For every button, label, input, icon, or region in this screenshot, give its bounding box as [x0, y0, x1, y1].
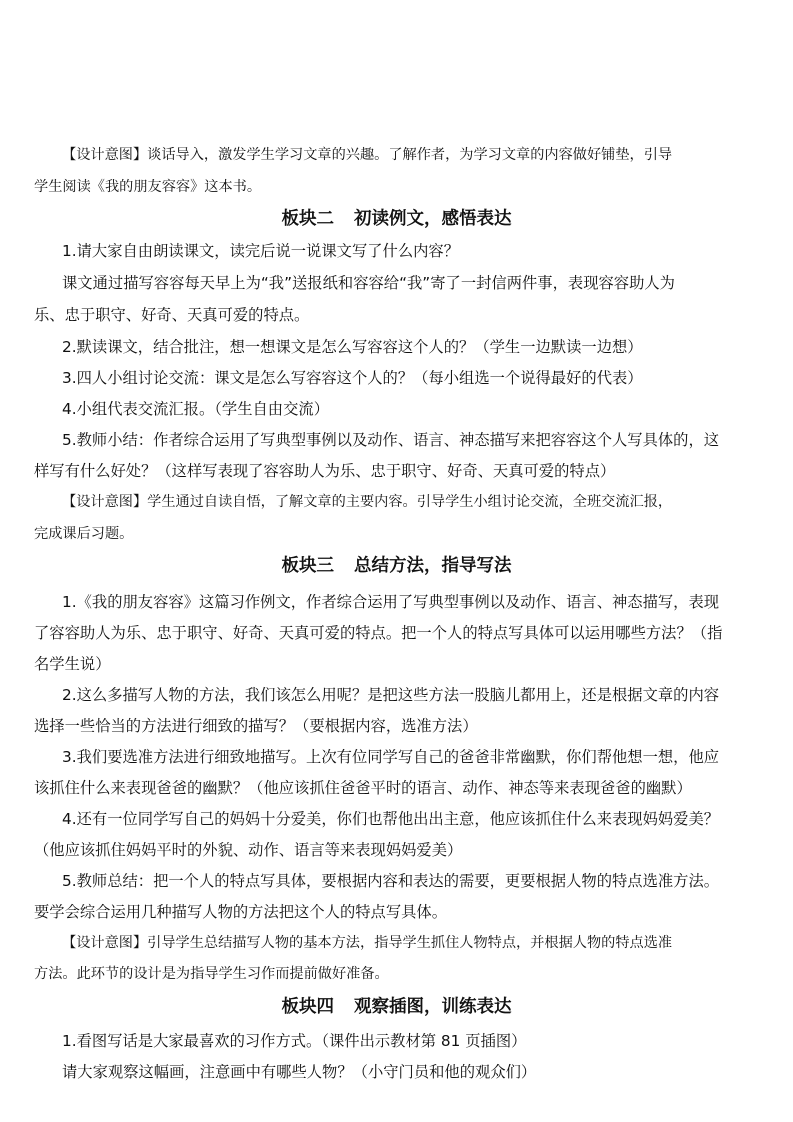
body-line: 了容容助人为乐、忠于职守、好奇、天真可爱的特点。把一个人的特点写具体可以运用哪些方法？（指 — [34, 624, 723, 642]
design-note-line: 【设计意图】学生通过自读自悟，了解文章的主要内容。引导学生小组讨论交流，全班交流汇报， — [62, 494, 673, 510]
design-note-line: 完成课后习题。 — [34, 526, 134, 542]
body-line: 课文通过描写容容每天早上为“我”送报纸和容容给“我”寄了一封信两件事，表现容容助人为 — [62, 274, 675, 292]
body-line: 要学会综合运用几种描写人物的方法把这个人的特点写具体。 — [34, 903, 448, 921]
section-label: 板块四 — [281, 997, 334, 1017]
design-note-line: 【设计意图】谈话导入，激发学生学习文章的兴趣。了解作者，为学习文章的内容做好铺垫，引导 — [62, 147, 673, 163]
section-label: 板块二 — [281, 209, 334, 229]
body-line: 5.教师总结：把一个人的特点写具体，要根据内容和表达的需要，更要根据人物的特点选准方法。 — [62, 872, 720, 890]
section-label: 板块三 — [281, 556, 334, 576]
body-line: 请大家观察这幅画，注意画中有哪些人物？（小守门员和他的观众们） — [62, 1063, 537, 1081]
body-line: 3.我们要选准方法进行细致地描写。上次有位同学写自己的爸爸非常幽默，你们帮他想一想，他应 — [62, 748, 720, 766]
body-line: 2.默读课文，结合批注，想一想课文是怎么写容容这个人的？（学生一边默读一边想） — [62, 338, 643, 356]
body-line: 选择一些恰当的方法进行细致的描写？（要根据内容，选准方法） — [34, 717, 478, 735]
section-heading — [0, 996, 793, 1018]
body-line: 4.还有一位同学写自己的妈妈十分爱美，你们也帮他出出主意，他应该抓住什么来表现妈妈爱美？ — [62, 810, 720, 828]
body-line: 样写有什么好处？（这样写表现了容容助人为乐、忠于职守、好奇、天真可爱的特点） — [34, 462, 616, 480]
body-line: 乐、忠于职守、好奇、天真可爱的特点。 — [34, 306, 310, 324]
design-note-line: 方法。此环节的设计是为指导学生习作而提前做好准备。 — [34, 966, 389, 982]
body-line: 1.请大家自由朗读课文，读完后说一说课文写了什么内容？ — [62, 242, 460, 260]
body-line: 1.看图写话是大家最喜欢的习作方式。（课件出示教材第 81 页插图） — [62, 1032, 527, 1050]
body-line: 名学生说） — [34, 655, 111, 673]
section-title: 观察插图，训练表达 — [354, 997, 512, 1017]
section-title: 初读例文，感悟表达 — [354, 209, 512, 229]
body-line: 1.《我的朋友容容》这篇习作例文，作者综合运用了写典型事例以及动作、语言、神态描写，表现 — [62, 593, 720, 611]
body-line: 5.教师小结：作者综合运用了写典型事例以及动作、语言、神态描写来把容容这个人写具体的，这 — [62, 431, 720, 449]
body-line: 4.小组代表交流汇报。（学生自由交流） — [62, 400, 329, 418]
section-heading — [0, 208, 793, 230]
design-note-line: 学生阅读《我的朋友容容》这本书。 — [34, 179, 262, 195]
section-heading — [0, 555, 793, 577]
section-title: 总结方法，指导写法 — [354, 556, 512, 576]
design-note-line: 【设计意图】引导学生总结描写人物的基本方法，指导学生抓住人物特点，并根据人物的特点选准 — [62, 935, 673, 951]
body-line: （他应该抓住妈妈平时的外貌、动作、语言等来表现妈妈爱美） — [34, 841, 463, 859]
body-line: 3.四人小组讨论交流：课文是怎么写容容这个人的？（每小组选一个说得最好的代表） — [62, 369, 643, 387]
body-line: 该抓住什么来表现爸爸的幽默？（他应该抓住爸爸平时的语言、动作、神态等来表现爸爸的幽默） — [34, 779, 692, 797]
body-line: 2.这么多描写人物的方法，我们该怎么用呢？是把这些方法一股脑儿都用上，还是根据文章的内容 — [62, 686, 720, 704]
